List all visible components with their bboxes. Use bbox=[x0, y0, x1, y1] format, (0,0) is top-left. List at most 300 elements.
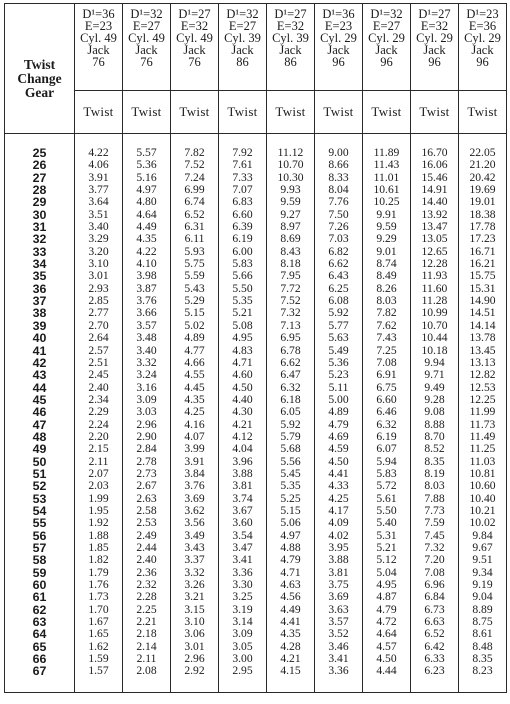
twist-value: 15.75 bbox=[469, 269, 496, 283]
twist-value: 7.76 bbox=[328, 195, 349, 209]
twist-value: 14.14 bbox=[469, 318, 496, 332]
twist-value: 11.01 bbox=[373, 170, 400, 184]
twist-value: 6.18 bbox=[280, 392, 301, 406]
column-header bbox=[219, 4, 267, 91]
column-header-line: 76 bbox=[140, 55, 153, 69]
twist-value: 2.07 bbox=[88, 466, 109, 480]
twist-value: 7.52 bbox=[280, 294, 301, 308]
twist-value: 5.50 bbox=[376, 503, 397, 517]
twist-value: 11.03 bbox=[469, 454, 496, 468]
twist-value: 4.56 bbox=[280, 590, 301, 604]
twist-label: Twist bbox=[123, 91, 171, 134]
twist-value: 4.10 bbox=[136, 257, 157, 271]
column-header-line: Cyl. 29 bbox=[368, 31, 405, 45]
twist-value: 8.19 bbox=[424, 466, 445, 480]
twist-value: 6.19 bbox=[232, 232, 253, 246]
twist-value: 2.96 bbox=[184, 652, 205, 666]
twist-value: 8.03 bbox=[376, 294, 397, 308]
twist-value: 3.77 bbox=[88, 183, 109, 197]
twist-label: Twist bbox=[411, 91, 459, 134]
twist-value: 11.49 bbox=[469, 429, 496, 443]
twist-value: 2.08 bbox=[136, 664, 157, 678]
twist-value: 8.89 bbox=[472, 602, 493, 616]
twist-value: 5.93 bbox=[184, 244, 205, 258]
twist-value: 4.35 bbox=[136, 232, 157, 246]
twist-value: 14.40 bbox=[421, 195, 448, 209]
twist-value: 5.49 bbox=[328, 343, 349, 357]
gear-value: 44 bbox=[32, 380, 47, 395]
twist-value: 7.26 bbox=[328, 220, 349, 234]
column-header-line: Jack bbox=[375, 43, 398, 57]
gear-value: 25 bbox=[32, 146, 47, 160]
twist-value: 2.53 bbox=[136, 516, 157, 530]
column-header-line: Jack bbox=[87, 43, 110, 57]
twist-value: 13.45 bbox=[469, 343, 496, 357]
twist-value: 9.71 bbox=[424, 368, 445, 382]
twist-label: Twist bbox=[75, 91, 123, 134]
twist-value: 3.29 bbox=[88, 232, 109, 246]
twist-value: 4.71 bbox=[280, 565, 301, 579]
twist-value: 4.22 bbox=[88, 146, 109, 159]
column-header-line: 76 bbox=[92, 55, 105, 69]
twist-value: 8.35 bbox=[424, 454, 445, 468]
column-header-line: 86 bbox=[284, 55, 297, 69]
twist-value: 7.92 bbox=[232, 146, 253, 159]
twist-value: 3.14 bbox=[232, 615, 253, 629]
twist-value: 7.61 bbox=[232, 158, 253, 172]
twist-value: 11.43 bbox=[373, 158, 400, 172]
twist-value: 4.79 bbox=[280, 553, 301, 567]
twist-value: 8.61 bbox=[472, 627, 493, 641]
twist-value: 8.88 bbox=[424, 417, 445, 431]
twist-value: 12.82 bbox=[469, 368, 496, 382]
twist-value: 3.91 bbox=[88, 170, 109, 184]
twist-column bbox=[315, 134, 363, 693]
twist-value: 4.02 bbox=[328, 528, 349, 542]
twist-value: 2.29 bbox=[88, 405, 109, 419]
gear-value: 43 bbox=[32, 368, 47, 383]
twist-value: 7.13 bbox=[280, 318, 301, 332]
gear-value: 37 bbox=[32, 294, 47, 309]
twist-value: 2.64 bbox=[88, 331, 109, 345]
twist-value: 6.78 bbox=[280, 343, 301, 357]
twist-value: 7.24 bbox=[184, 170, 205, 184]
twist-value: 3.76 bbox=[184, 479, 205, 493]
twist-value: 3.01 bbox=[88, 269, 109, 283]
column-header-line: D¹=32 bbox=[130, 7, 163, 21]
twist-value: 5.23 bbox=[328, 368, 349, 382]
column-header-line: Cyl. 49 bbox=[128, 31, 165, 45]
column-header-line: 96 bbox=[332, 55, 345, 69]
column-header-line: D¹=36 bbox=[322, 7, 355, 21]
twist-value: 5.68 bbox=[280, 442, 301, 456]
column-header-line: D¹=27 bbox=[418, 7, 451, 21]
gear-value: 64 bbox=[32, 627, 47, 642]
twist-value: 10.25 bbox=[373, 195, 400, 209]
twist-value: 6.46 bbox=[376, 405, 397, 419]
twist-value: 1.99 bbox=[88, 491, 109, 505]
twist-value: 5.29 bbox=[184, 294, 205, 308]
twist-value: 4.40 bbox=[232, 392, 253, 406]
column-header-line: D¹=36 bbox=[82, 7, 115, 21]
gear-value: 61 bbox=[32, 590, 47, 605]
twist-value: 8.23 bbox=[472, 664, 493, 678]
gear-value: 38 bbox=[32, 306, 47, 321]
twist-label: Twist bbox=[267, 91, 315, 134]
twist-value: 8.26 bbox=[376, 281, 397, 295]
twist-value: 2.95 bbox=[232, 664, 253, 678]
gear-value: 36 bbox=[32, 281, 47, 296]
twist-value: 6.39 bbox=[232, 220, 253, 234]
twist-value: 4.79 bbox=[328, 417, 349, 431]
twist-value: 7.43 bbox=[376, 331, 397, 345]
twist-value: 4.89 bbox=[184, 331, 205, 345]
twist-value: 16.21 bbox=[469, 257, 496, 271]
twist-value: 5.92 bbox=[280, 417, 301, 431]
twist-value: 6.99 bbox=[184, 183, 205, 197]
twist-value: 6.91 bbox=[376, 368, 397, 382]
twist-value: 1.59 bbox=[88, 652, 109, 666]
twist-value: 4.63 bbox=[280, 578, 301, 592]
twist-value: 7.08 bbox=[376, 355, 397, 369]
twist-value: 4.49 bbox=[136, 220, 157, 234]
twist-value: 3.06 bbox=[184, 627, 205, 641]
twist-value: 6.25 bbox=[328, 281, 349, 295]
twist-value: 5.50 bbox=[232, 281, 253, 295]
column-header-line: D¹=27 bbox=[274, 7, 307, 21]
twist-value: 2.63 bbox=[136, 491, 157, 505]
column-header-line: 96 bbox=[476, 55, 489, 69]
twist-value: 9.49 bbox=[424, 380, 445, 394]
twist-value: 5.25 bbox=[280, 491, 301, 505]
twist-value: 6.62 bbox=[280, 355, 301, 369]
twist-value: 6.08 bbox=[328, 294, 349, 308]
twist-value: 1.76 bbox=[88, 578, 109, 592]
twist-value: 4.21 bbox=[280, 652, 301, 666]
twist-value: 3.74 bbox=[232, 491, 253, 505]
column-header bbox=[411, 4, 459, 91]
twist-value: 4.50 bbox=[232, 380, 253, 394]
twist-value: 4.21 bbox=[232, 417, 253, 431]
column-header-line: E=36 bbox=[468, 19, 497, 33]
twist-value: 16.06 bbox=[421, 158, 448, 172]
twist-value: 6.62 bbox=[328, 257, 349, 271]
twist-value: 3.62 bbox=[184, 503, 205, 517]
twist-value: 3.32 bbox=[136, 355, 157, 369]
twist-value: 11.25 bbox=[469, 442, 496, 456]
twist-value: 9.51 bbox=[472, 553, 493, 567]
twist-label: Twist bbox=[171, 91, 219, 134]
twist-value: 4.35 bbox=[184, 392, 205, 406]
twist-value: 3.24 bbox=[136, 368, 157, 382]
column-header bbox=[459, 4, 507, 91]
twist-value: 14.90 bbox=[469, 294, 496, 308]
twist-value: 7.82 bbox=[184, 146, 205, 159]
twist-value: 9.91 bbox=[376, 207, 397, 221]
twist-value: 13.92 bbox=[421, 207, 448, 221]
twist-value: 4.95 bbox=[232, 331, 253, 345]
twist-value: 5.21 bbox=[232, 306, 253, 320]
twist-value: 5.40 bbox=[376, 516, 397, 530]
twist-value: 7.88 bbox=[424, 491, 445, 505]
twist-value: 7.25 bbox=[376, 343, 397, 357]
twist-value: 2.40 bbox=[136, 553, 157, 567]
twist-value: 2.70 bbox=[88, 318, 109, 332]
gear-value: 33 bbox=[32, 244, 47, 259]
column-header-line: D¹=32 bbox=[370, 7, 403, 21]
twist-value: 2.24 bbox=[88, 417, 109, 431]
twist-value: 9.94 bbox=[424, 355, 445, 369]
column-header-line: 86 bbox=[236, 55, 249, 69]
twist-column bbox=[459, 134, 507, 693]
twist-value: 6.32 bbox=[376, 417, 397, 431]
column-header-line: Cyl. 39 bbox=[224, 31, 261, 45]
twist-value: 3.36 bbox=[232, 565, 253, 579]
gear-header-line: Change bbox=[17, 70, 62, 86]
twist-value: 8.03 bbox=[424, 479, 445, 493]
twist-value: 4.50 bbox=[376, 652, 397, 666]
twist-value: 6.75 bbox=[376, 380, 397, 394]
twist-value: 10.70 bbox=[277, 158, 304, 172]
gear-value: 51 bbox=[32, 466, 47, 481]
twist-column bbox=[219, 134, 267, 693]
twist-value: 5.45 bbox=[280, 466, 301, 480]
twist-value: 5.75 bbox=[184, 257, 205, 271]
twist-value: 11.73 bbox=[469, 417, 496, 431]
twist-value: 5.63 bbox=[328, 331, 349, 345]
twist-value: 2.11 bbox=[136, 652, 157, 666]
gear-value: 39 bbox=[32, 318, 47, 333]
twist-value: 4.80 bbox=[136, 195, 157, 209]
twist-value: 10.70 bbox=[421, 318, 448, 332]
twist-value: 10.61 bbox=[373, 183, 400, 197]
column-header-line: 76 bbox=[188, 55, 201, 69]
twist-value: 7.72 bbox=[280, 281, 301, 295]
twist-value: 1.67 bbox=[88, 615, 109, 629]
gear-value: 53 bbox=[32, 491, 47, 506]
twist-value: 17.23 bbox=[469, 232, 496, 246]
twist-value: 3.54 bbox=[232, 528, 253, 542]
twist-value: 3.09 bbox=[232, 627, 253, 641]
twist-value: 4.17 bbox=[328, 503, 349, 517]
twist-value: 6.23 bbox=[424, 664, 445, 678]
gear-value: 67 bbox=[32, 664, 47, 679]
twist-value: 4.12 bbox=[232, 429, 253, 443]
twist-value: 5.35 bbox=[280, 479, 301, 493]
twist-value: 9.27 bbox=[280, 207, 301, 221]
twist-value: 4.22 bbox=[136, 244, 157, 258]
twist-value: 8.49 bbox=[376, 269, 397, 283]
twist-change-gear-header bbox=[5, 4, 75, 134]
twist-value: 9.28 bbox=[424, 392, 445, 406]
twist-value: 3.10 bbox=[88, 257, 109, 271]
twist-value: 5.21 bbox=[376, 541, 397, 554]
twist-value: 1.92 bbox=[88, 516, 109, 530]
twist-value: 3.40 bbox=[88, 220, 109, 234]
twist-label: Twist bbox=[363, 91, 411, 134]
column-header-line: D¹=23 bbox=[466, 7, 499, 21]
twist-value: 3.57 bbox=[328, 615, 349, 629]
twist-value: 5.15 bbox=[184, 306, 205, 320]
twist-value: 7.32 bbox=[424, 541, 445, 554]
twist-value: 3.09 bbox=[136, 392, 157, 406]
twist-column bbox=[75, 134, 123, 693]
twist-value: 2.84 bbox=[136, 442, 157, 456]
twist-value: 2.90 bbox=[136, 429, 157, 443]
twist-value: 3.16 bbox=[136, 380, 157, 394]
gear-value: 58 bbox=[32, 553, 47, 568]
twist-value: 3.88 bbox=[328, 553, 349, 567]
twist-value: 3.81 bbox=[328, 565, 349, 579]
twist-value: 4.49 bbox=[280, 602, 301, 616]
twist-value: 2.77 bbox=[88, 306, 109, 320]
twist-value: 3.10 bbox=[184, 615, 205, 629]
twist-value: 4.41 bbox=[280, 615, 301, 629]
gear-value: 46 bbox=[32, 405, 47, 420]
twist-column bbox=[171, 134, 219, 693]
twist-value: 13.13 bbox=[469, 355, 496, 369]
twist-value: 9.04 bbox=[472, 590, 493, 604]
twist-value: 5.83 bbox=[232, 257, 253, 271]
twist-value: 7.08 bbox=[424, 565, 445, 579]
column-header-line: Cyl. 29 bbox=[464, 31, 501, 45]
twist-value: 8.97 bbox=[280, 220, 301, 234]
twist-value: 21.20 bbox=[469, 158, 496, 172]
gear-value: 47 bbox=[32, 417, 47, 432]
twist-column bbox=[123, 134, 171, 693]
twist-value: 3.76 bbox=[136, 294, 157, 308]
twist-value: 3.47 bbox=[232, 541, 253, 554]
twist-value: 10.44 bbox=[421, 331, 448, 345]
twist-value: 3.05 bbox=[232, 639, 253, 653]
twist-value: 6.82 bbox=[328, 244, 349, 258]
twist-value: 12.28 bbox=[421, 257, 448, 271]
twist-value: 3.95 bbox=[328, 541, 349, 554]
twist-value: 4.64 bbox=[376, 627, 397, 641]
twist-value: 7.59 bbox=[424, 516, 445, 530]
twist-value: 5.92 bbox=[328, 306, 349, 320]
twist-value: 5.77 bbox=[328, 318, 349, 332]
twist-value: 5.06 bbox=[280, 516, 301, 530]
column-header bbox=[123, 4, 171, 91]
twist-value: 5.61 bbox=[376, 491, 397, 505]
twist-value: 2.40 bbox=[88, 380, 109, 394]
twist-value: 2.93 bbox=[88, 281, 109, 295]
twist-value: 2.96 bbox=[136, 417, 157, 431]
twist-value: 5.02 bbox=[184, 318, 205, 332]
twist-value: 5.57 bbox=[136, 146, 157, 159]
gear-value: 27 bbox=[32, 170, 47, 185]
twist-value: 2.92 bbox=[184, 664, 205, 678]
gear-value: 42 bbox=[32, 355, 47, 370]
twist-value: 4.77 bbox=[184, 343, 205, 357]
twist-value: 3.26 bbox=[184, 578, 205, 592]
gear-value: 29 bbox=[32, 195, 47, 210]
twist-value: 3.40 bbox=[136, 343, 157, 357]
twist-value: 2.11 bbox=[88, 454, 109, 468]
twist-value: 1.88 bbox=[88, 528, 109, 542]
gear-value: 41 bbox=[32, 343, 47, 358]
twist-column bbox=[411, 134, 459, 693]
column-header-line: E=27 bbox=[132, 19, 161, 33]
twist-value: 5.00 bbox=[328, 392, 349, 406]
twist-value: 4.33 bbox=[328, 479, 349, 493]
twist-value: 3.88 bbox=[232, 466, 253, 480]
column-header-line: Cyl. 39 bbox=[272, 31, 309, 45]
twist-value: 7.45 bbox=[424, 528, 445, 542]
twist-value: 3.21 bbox=[184, 590, 205, 604]
gear-value: 26 bbox=[32, 158, 47, 173]
twist-value: 3.98 bbox=[136, 269, 157, 283]
twist-value: 6.84 bbox=[424, 590, 445, 604]
twist-value: 5.43 bbox=[184, 281, 205, 295]
twist-value: 10.99 bbox=[421, 306, 448, 320]
gear-value: 65 bbox=[32, 639, 47, 654]
twist-value: 3.67 bbox=[232, 503, 253, 517]
data-body-row bbox=[5, 134, 507, 693]
twist-value: 1.62 bbox=[88, 639, 109, 653]
twist-value: 7.52 bbox=[184, 158, 205, 172]
twist-column bbox=[267, 134, 315, 693]
twist-value: 4.95 bbox=[376, 578, 397, 592]
gear-value: 56 bbox=[32, 528, 47, 543]
twist-value: 17.78 bbox=[469, 220, 496, 234]
twist-value: 1.85 bbox=[88, 541, 109, 554]
twist-value: 19.69 bbox=[469, 183, 496, 197]
twist-value: 6.95 bbox=[280, 331, 301, 345]
twist-value: 2.36 bbox=[136, 565, 157, 579]
twist-value: 14.91 bbox=[421, 183, 448, 197]
twist-value: 11.93 bbox=[421, 269, 448, 283]
twist-value: 4.79 bbox=[376, 602, 397, 616]
gear-value: 50 bbox=[32, 454, 47, 469]
twist-value: 5.11 bbox=[328, 380, 349, 394]
twist-value: 3.96 bbox=[232, 454, 253, 468]
twist-value: 3.60 bbox=[232, 516, 253, 530]
twist-value: 4.72 bbox=[376, 615, 397, 629]
twist-value: 2.15 bbox=[88, 442, 109, 456]
twist-value: 3.66 bbox=[136, 306, 157, 320]
twist-value: 3.03 bbox=[136, 405, 157, 419]
twist-value: 4.69 bbox=[328, 429, 349, 443]
gear-column bbox=[5, 134, 75, 693]
gear-value: 66 bbox=[32, 652, 47, 667]
twist-value: 10.18 bbox=[421, 343, 448, 357]
gear-value: 34 bbox=[32, 257, 47, 272]
twist-value: 7.32 bbox=[280, 306, 301, 320]
twist-label: Twist bbox=[315, 91, 363, 134]
twist-value: 5.94 bbox=[376, 454, 397, 468]
twist-value: 5.31 bbox=[376, 528, 397, 542]
twist-value: 1.79 bbox=[88, 565, 109, 579]
twist-value: 5.15 bbox=[280, 503, 301, 517]
twist-value: 4.64 bbox=[136, 207, 157, 221]
twist-value: 3.63 bbox=[328, 602, 349, 616]
twist-value: 3.87 bbox=[136, 281, 157, 295]
twist-value: 10.02 bbox=[469, 516, 496, 530]
twist-value: 4.87 bbox=[376, 590, 397, 604]
twist-value: 1.70 bbox=[88, 602, 109, 616]
twist-value: 8.48 bbox=[472, 639, 493, 653]
twist-value: 2.58 bbox=[136, 503, 157, 517]
twist-value: 6.19 bbox=[376, 429, 397, 443]
twist-value: 3.99 bbox=[184, 442, 205, 456]
twist-change-gear-table bbox=[4, 3, 507, 693]
twist-value: 9.00 bbox=[328, 146, 349, 159]
twist-value: 15.31 bbox=[469, 281, 496, 295]
column-header-line: Cyl. 29 bbox=[320, 31, 357, 45]
column-header-line: Jack bbox=[423, 43, 446, 57]
